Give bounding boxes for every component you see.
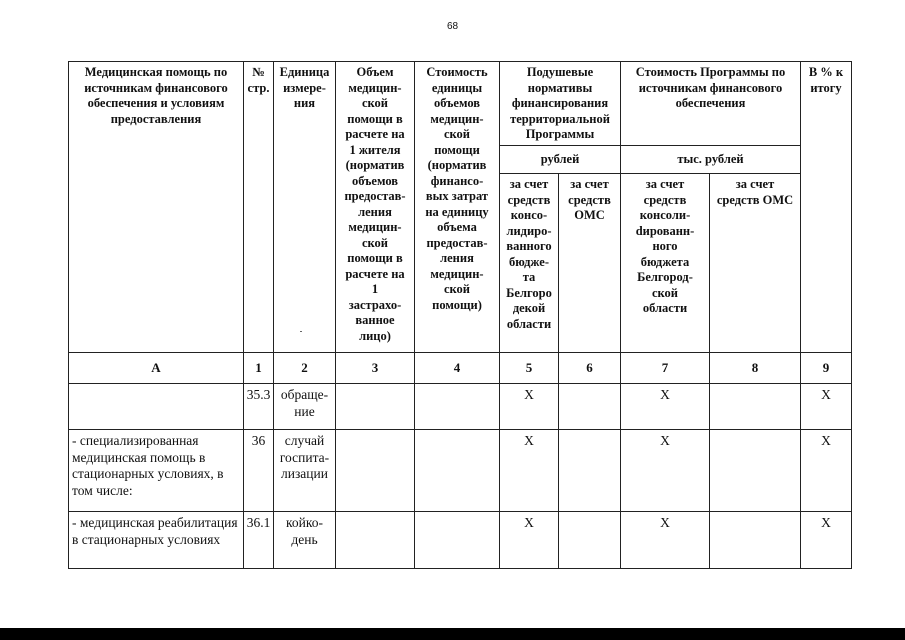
index-cell-1: 1: [244, 353, 274, 384]
row-regional-per-capita: Х: [500, 512, 559, 569]
index-cell-a: А: [69, 353, 244, 384]
header-medical-care: Медицинская помощь по источникам финансового обеспечения и условиям предоставления: [69, 62, 244, 353]
header-unit-cost: Стоимость единицы объемов медицин- ской помощи (норматив финансо- вых затрат на единицу объема предостав- ления медицин- ской помощи): [415, 62, 500, 353]
row-oms-cost: [710, 384, 801, 430]
row-line-number: 36: [244, 430, 274, 512]
row-regional-per-capita: Х: [500, 384, 559, 430]
row-volume: [336, 512, 415, 569]
header-regional-budget-cost: за счет средств консоли- dированн- ного бюджета Белгород- ской области: [621, 174, 710, 353]
index-cell-6: 6: [559, 353, 621, 384]
row-name: - медицинская реабилитация в стационарных условиях: [69, 512, 244, 569]
header-volume: Объем медицин- ской помощи в расчете на 1 жителя (норматив объемов предостав- ления медицин- ской помощи в расчете на 1 застрахо- ванное лицо): [336, 62, 415, 353]
row-oms-cost: [710, 430, 801, 512]
row-unit-cost: [415, 430, 500, 512]
row-oms-per-capita: [559, 430, 621, 512]
row-oms-cost: [710, 512, 801, 569]
row-unit-cost: [415, 384, 500, 430]
row-line-number: 35.3: [244, 384, 274, 430]
header-program-cost: Стоимость Программы по источникам финансового обеспечения: [621, 62, 801, 146]
header-oms-per-capita: за счет средств ОМС: [559, 174, 621, 353]
header-regional-budget-per-capita: за счет средств консо- лидиро- ванного бюдже- та Белгоро декой области: [500, 174, 559, 353]
header-unit: Единица измере- ния: [274, 62, 336, 353]
row-unit: случай госпита- лизации: [274, 430, 336, 512]
row-name: - специализированная медицинская помощь в стационарных условиях, в том числе:: [69, 430, 244, 512]
index-cell-9: 9: [801, 353, 852, 384]
scan-bottom-edge: [0, 628, 905, 640]
index-cell-8: 8: [710, 353, 801, 384]
table-row: [69, 512, 852, 569]
row-regional-cost: Х: [621, 384, 710, 430]
row-oms-per-capita: [559, 512, 621, 569]
row-volume: [336, 430, 415, 512]
row-percent: Х: [801, 430, 852, 512]
row-regional-cost: Х: [621, 430, 710, 512]
header-line-number: № стр.: [244, 62, 274, 353]
row-regional-per-capita: Х: [500, 430, 559, 512]
page-number: 68: [446, 21, 459, 32]
table-row: [69, 430, 852, 512]
header-unit-rubles: рублей: [500, 146, 621, 174]
index-cell-3: 3: [336, 353, 415, 384]
row-unit-cost: [415, 512, 500, 569]
row-oms-per-capita: [559, 384, 621, 430]
row-percent: Х: [801, 384, 852, 430]
table-row: [69, 384, 852, 430]
header-percent-total: В % к итогу: [801, 62, 852, 353]
header-per-capita-norms: Подушевые нормативы финансирования территориальной Программы: [500, 62, 621, 146]
row-volume: [336, 384, 415, 430]
row-name: [69, 384, 244, 430]
row-regional-cost: Х: [621, 512, 710, 569]
row-unit: обраще- ние: [274, 384, 336, 430]
scan-mark: [300, 331, 302, 332]
row-percent: Х: [801, 512, 852, 569]
index-cell-4: 4: [415, 353, 500, 384]
header-unit-thousand-rubles: тыс. рублей: [621, 146, 801, 174]
row-line-number: 36.1: [244, 512, 274, 569]
index-cell-7: 7: [621, 353, 710, 384]
header-oms-cost: за счет средств ОМС: [710, 174, 801, 353]
financing-table: [68, 61, 852, 569]
row-unit: койко- день: [274, 512, 336, 569]
index-cell-2: 2: [274, 353, 336, 384]
index-cell-5: 5: [500, 353, 559, 384]
